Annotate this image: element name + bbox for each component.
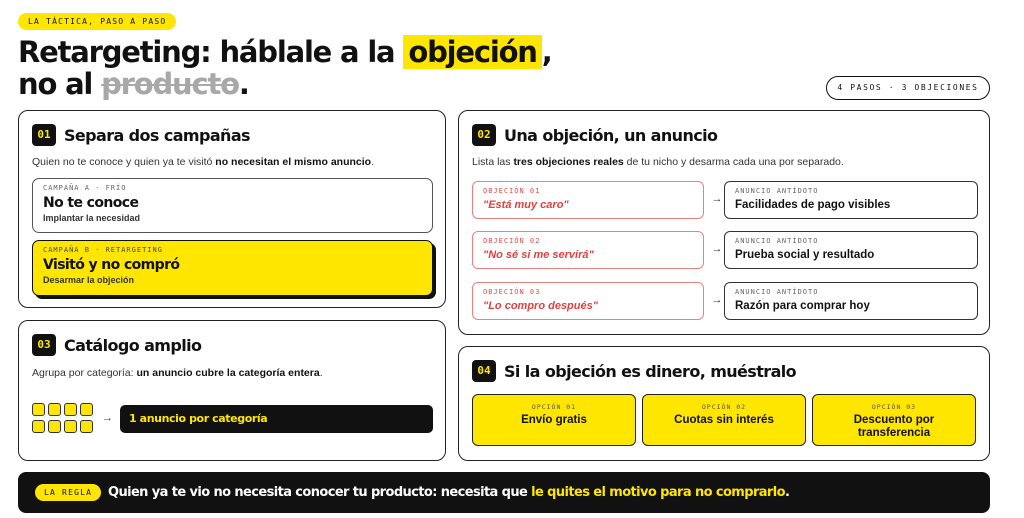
grid-cell — [32, 420, 45, 433]
rule-banner — [18, 472, 990, 513]
step-1-desc-end: . — [371, 156, 374, 168]
objection-kicker: OBJECIÓN 03 — [483, 288, 541, 296]
step-1-desc-bold: no necesitan el mismo anuncio — [215, 156, 372, 168]
step-1-title: Separa dos campañas — [64, 125, 250, 145]
step-2-desc-text: Lista las — [472, 156, 514, 168]
step-4-number: 04 — [472, 360, 496, 382]
rule-text-plain: Quien ya te vio no necesita conocer tu producto: necesita que — [108, 485, 532, 500]
title-text-2: no al — [18, 67, 93, 101]
campaign-a-kicker: CAMPAÑA A · FRÍO — [43, 184, 127, 192]
arrow-right-icon: → — [102, 412, 113, 424]
title-highlight: objeción — [403, 35, 541, 69]
title-text-1: Retargeting: háblale a la — [18, 35, 395, 69]
campaign-a-title: No te conoce — [43, 195, 139, 211]
step-3-card — [18, 320, 446, 461]
step-1-desc-text: Quien no te conoce y quien ya te visitó — [32, 156, 216, 168]
antidote-kicker: ANUNCIO ANTÍDOTO — [735, 187, 819, 195]
objection-row — [472, 181, 978, 219]
page-title — [18, 36, 552, 100]
title-strikethrough: producto — [101, 67, 239, 101]
option-kicker: OPCIÓN 03 — [871, 403, 917, 411]
category-ad-bar: 1 anuncio por categoría — [120, 405, 433, 433]
antidote-kicker: ANUNCIO ANTÍDOTO — [735, 288, 819, 296]
objection-quote: "No sé si me servirá" — [483, 249, 594, 261]
antidote-card — [724, 181, 978, 219]
step-4-title: Si la objeción es dinero, muéstralo — [504, 361, 797, 381]
rule-text — [108, 472, 789, 513]
objection-kicker: OBJECIÓN 01 — [483, 187, 541, 195]
antidote-kicker: ANUNCIO ANTÍDOTO — [735, 237, 819, 245]
objection-card — [472, 282, 704, 320]
antidote-label: Razón para comprar hoy — [735, 300, 870, 312]
step-3-description — [32, 367, 323, 379]
category-grid-icon — [32, 403, 96, 435]
step-3-desc-end: . — [319, 367, 323, 379]
title-line-1 — [18, 35, 552, 69]
step-3-desc-text: Agrupa por categoría: — [32, 367, 137, 379]
option-label: Descuento por transferencia — [853, 414, 935, 439]
grid-cell — [80, 403, 93, 416]
step-2-description — [472, 156, 844, 168]
option-kicker: OPCIÓN 02 — [701, 403, 747, 411]
eyebrow-tag: LA TÁCTICA, PASO A PASO — [18, 13, 176, 30]
step-4-card — [458, 346, 990, 461]
grid-cell — [64, 403, 77, 416]
title-period: . — [238, 67, 249, 101]
option-kicker: OPCIÓN 01 — [531, 403, 577, 411]
arrow-right-icon: → — [711, 193, 723, 205]
option-card — [472, 394, 636, 446]
objection-row — [472, 231, 978, 269]
step-2-title: Una objeción, un anuncio — [504, 125, 718, 145]
option-card — [812, 394, 976, 446]
grid-cell — [48, 420, 61, 433]
step-2-card — [458, 110, 990, 335]
antidote-card — [724, 282, 978, 320]
objection-kicker: OBJECIÓN 02 — [483, 237, 541, 245]
campaign-a-subtitle: Implantar la necesidad — [43, 213, 141, 223]
option-card — [642, 394, 806, 446]
objection-quote: "Lo compro después" — [483, 300, 598, 312]
objection-card — [472, 231, 704, 269]
antidote-label: Facilidades de pago visibles — [735, 199, 891, 211]
title-comma: , — [541, 35, 552, 69]
summary-pill: 4 PASOS · 3 OBJECIONES — [826, 76, 990, 100]
arrow-right-icon: → — [711, 294, 723, 306]
rule-text-highlight: le quites el motivo para no comprarlo — [531, 485, 785, 500]
campaign-a-card — [32, 178, 433, 233]
step-2-header — [472, 124, 717, 146]
campaign-b-title: Visitó y no compró — [43, 257, 180, 273]
objection-card — [472, 181, 704, 219]
rule-text-end: . — [784, 485, 790, 500]
objection-quote: "Está muy caro" — [483, 199, 569, 211]
step-3-header — [32, 334, 201, 356]
step-3-desc-bold: un anuncio cubre la categoría entera — [136, 367, 320, 379]
step-2-desc-bold: tres objeciones reales — [513, 156, 624, 168]
step-1-number: 01 — [32, 124, 56, 146]
step-2-number: 02 — [472, 124, 496, 146]
step-4-header — [472, 360, 796, 382]
campaign-b-kicker: CAMPAÑA B · RETARGETING — [43, 246, 163, 254]
step-1-card — [18, 110, 446, 308]
grid-cell — [32, 403, 45, 416]
campaign-b-subtitle: Desarmar la objeción — [43, 275, 135, 285]
step-3-number: 03 — [32, 334, 56, 356]
option-label: Envío gratis — [521, 414, 587, 426]
title-line-2 — [18, 67, 249, 101]
step-1-header — [32, 124, 250, 146]
antidote-label: Prueba social y resultado — [735, 249, 875, 261]
campaign-b-card — [32, 240, 433, 296]
rule-tag: LA REGLA — [35, 484, 101, 501]
step-3-title: Catálogo amplio — [64, 335, 202, 355]
step-1-description — [32, 156, 374, 168]
step-2-desc-end: de tu nicho y desarma cada una por separado. — [623, 156, 844, 168]
grid-cell — [64, 420, 77, 433]
option-label: Cuotas sin interés — [674, 414, 774, 426]
antidote-card — [724, 231, 978, 269]
grid-cell — [48, 403, 61, 416]
objection-row — [472, 282, 978, 320]
grid-cell — [80, 420, 93, 433]
arrow-right-icon: → — [711, 243, 723, 255]
